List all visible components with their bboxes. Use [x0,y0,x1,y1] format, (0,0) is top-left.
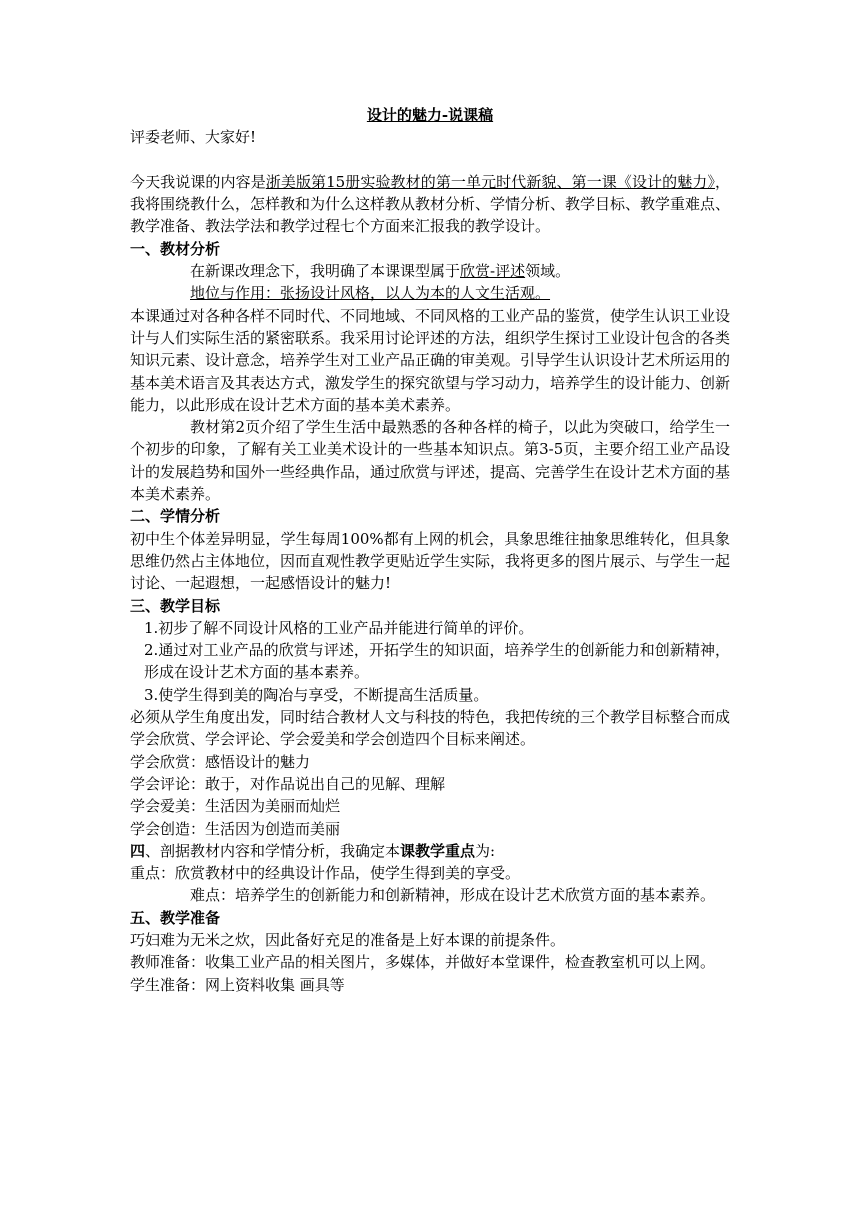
greeting: 评委老师、大家好! [130,128,257,147]
s1-p2-pre: 地位与作用 [190,284,266,303]
s1-p1-pre: 在新课改理念下，我明确了本课课型属于 [190,262,461,281]
section-heading-1: 一、教材分析 [130,239,221,258]
teacher-preparation: 教师准备：收集工业产品的相关图片，多媒体，并做好本堂课件，检查教室机可以上网。 [130,953,716,972]
section-heading-3: 三、教学目标 [130,596,221,615]
student-preparation: 学生准备：网上资料收集 画具等 [130,975,345,994]
section-heading-2: 二、学情分析 [130,507,221,526]
s1-paragraph-2 [130,282,730,304]
goal-3: 3.使学生得到美的陶冶与享受，不断提高生活质量。 [144,685,489,704]
difficult-point: 难点：培养学生的创新能力和创新精神，形成在设计艺术欣赏方面的基本素养。 [190,886,716,905]
key-point: 重点：欣赏教材中的经典设计作品，使学生得到美的享受。 [130,864,521,883]
blank-line [130,149,730,171]
intro-post: ，我将围绕教什么，怎样教和为什么这样教从教材分析、学情分析、教学目标、教学重难点、教学准备、教法学法和教学过程七个方面来汇报我的教学设计。 [130,172,731,236]
s1-p1-post: 领域。 [525,262,571,281]
learn-love-beauty: 学会爱美：生活因为美丽而灿烂 [130,797,341,816]
learn-appreciate: 学会欣赏：感悟设计的魅力 [130,752,311,771]
s1-p2-underline: ：张扬设计风格，以人为本的人文生活观。 [265,284,551,303]
s1-paragraph-4: 教材第2页介绍了学生生活中最熟悉的各种各样的椅子，以此为突破口，给学生一个初步的印象，了解有关工业美术设计的一些基本知识点。第3-5页，主要介绍工业产品设计的发展趋势和国外一些经典作品，通过欣赏与评述，提高、完善学生在设计艺术方面的基本美术素养。 [130,418,731,504]
s4-lead-end: 为: [475,841,496,860]
s4-lead-bold: 课教学重点 [400,841,476,860]
s5-paragraph-1: 巧妇难为无米之炊，因此备好充足的准备是上好本课的前提条件。 [130,930,566,949]
goal-1: 1.初步了解不同设计风格的工业产品并能进行简单的评价。 [144,618,534,637]
section-heading-4 [130,840,730,862]
s1-paragraph-1 [130,260,730,282]
s1-p1-underline: 欣赏-评述 [460,262,526,281]
s4-number: 四 [130,841,146,860]
s4-lead: 、剖据教材内容和学情分析，我确定本 [145,841,401,860]
document-page [130,104,730,996]
learn-comment: 学会评论：敢于，对作品说出自己的见解、理解 [130,774,446,793]
s2-paragraph-1: 初中生个体差异明显，学生每周100%都有上网的机会，具象思维往抽象思维转化，但具象思维仍然占主体地位，因而直观性教学更贴近学生实际，我将更多的图片展示、与学生一起讨论、一起遐想，一起感悟设计的魅力! [130,529,731,593]
intro-paragraph [130,171,730,238]
s3-paragraph-1: 必须从学生角度出发，同时结合教材人文与科技的特色，我把传统的三个教学目标整合而成学会欣赏、学会评论、学会爱美和学会创造四个目标来阐述。 [130,708,731,749]
document-title: 设计的魅力-说课稿 [366,106,494,124]
section-heading-5: 五、教学准备 [130,908,221,927]
learn-create: 学会创造：生活因为创造而美丽 [130,819,341,838]
goal-2: 2.通过对工业产品的欣赏与评述，开拓学生的知识面，培养学生的创新能力和创新精神，形成在设计艺术方面的基本素养。 [144,641,730,682]
s1-paragraph-3: 本课通过对各种各样不同时代、不同地域、不同风格的工业产品的鉴赏，使学生认识工业设计与人们实际生活的紧密联系。我采用讨论评述的方法，组织学生探讨工业设计包含的各类知识元素、设计意念，培养学生对工业产品正确的审美观。引导学生认识设计艺术所运用的基本美术语言及其表达方式，激发学生的探究欲望与学习动力，培养学生的设计能力、创新能力，以此形成在设计艺术方面的基本美术素养。 [130,306,731,414]
intro-pre: 今天我说课的内容是 [130,172,266,191]
textbook-reference: 浙美版第15册实验教材的第一单元时代新貌、第一课《设计的魅力》 [265,172,715,191]
